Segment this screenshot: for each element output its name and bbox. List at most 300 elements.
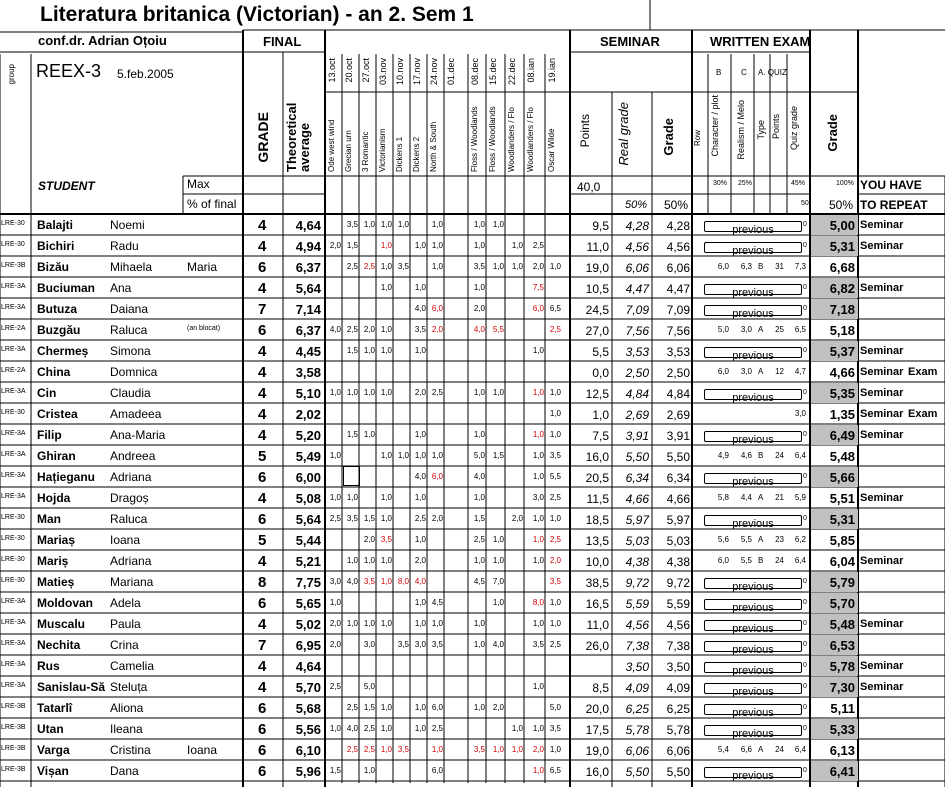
seminar-score-cell: 2,0 [549, 556, 561, 565]
seminar-score-cell: 6,5 [549, 766, 561, 775]
seminar-date-header: 20.oct [344, 58, 354, 83]
previous-marker: previous [704, 599, 802, 610]
quiz-points-header: Points [771, 114, 781, 140]
seminar-score-cell: 2,5 [549, 325, 561, 334]
selected-cell[interactable] [343, 466, 360, 486]
theoretical-average-cell: 7,75 [295, 575, 321, 590]
group-cell: LRE-30 [1, 577, 25, 584]
real-grade-cell: 3,50 [625, 660, 649, 674]
final-grade-cell: 6 [258, 322, 267, 339]
quiz-points-cell: 12 [775, 367, 784, 376]
final-grade-cell: 4 [258, 406, 267, 423]
first-name-cell: Raluca [110, 512, 148, 526]
group-cell: LRE-3A [1, 388, 26, 395]
group-cell: LRE-3B [1, 262, 26, 269]
seminar-score-cell: 1,5 [363, 703, 375, 712]
seminar-score-cell: 5,0 [473, 451, 485, 460]
type-header: Type [756, 120, 766, 140]
zero-cell: 0 [803, 473, 807, 480]
exam-grade-cell: 6,13 [829, 743, 855, 758]
seminar-score-cell: 1,0 [414, 535, 426, 544]
final-grade-cell: 6 [258, 700, 267, 717]
seminar-score-cell: 2,0 [414, 556, 426, 565]
seminar-score-cell: 3,5 [397, 262, 409, 271]
real-grade-cell: 3,53 [625, 345, 649, 359]
seminar-score-cell: 3,5 [532, 640, 544, 649]
group-label: group [7, 64, 16, 85]
quiz-grade-header: Quiz grade [789, 106, 799, 151]
group-cell: LRE-3A [1, 493, 26, 500]
seminar-score-cell: 2,5 [414, 514, 426, 523]
extra-name-cell: Maria [187, 260, 218, 274]
grade-column-header: GRADE [255, 112, 271, 163]
seminar-score-cell: 2,5 [532, 241, 544, 250]
quiz-points-cell: 25 [775, 325, 784, 334]
zero-cell: 0 [803, 578, 807, 585]
seminar-topic-header: Woodlanders / Flo [526, 107, 535, 172]
surname-cell: Utan [37, 722, 64, 736]
sheet-title: Literatura britanica (Victorian) - an 2. Sem 1 [40, 3, 474, 26]
seminar-score-cell: 1,5 [346, 430, 358, 439]
exam-grade-cell: 5,11 [830, 701, 855, 716]
seminar-score-cell: 1,0 [414, 724, 426, 733]
realism-melo-header: Realism / Melo [736, 100, 746, 160]
seminar-score-cell: 3,5 [380, 535, 392, 544]
seminar-score-cell: 1,0 [380, 451, 392, 460]
seminar-score-cell: 1,0 [532, 472, 544, 481]
points-cell: 26,0 [585, 639, 609, 653]
repeat-seminar-cell: Seminar [860, 282, 904, 294]
theoretical-average-header: Theoretical average [284, 102, 312, 172]
seminar-score-cell: 1,0 [346, 388, 358, 397]
seminar-grade-cell: 4,66 [666, 492, 690, 506]
real-grade-cell: 4,56 [625, 240, 649, 254]
seminar-score-cell: 4,0 [346, 577, 358, 586]
theoretical-average-cell: 5,02 [295, 617, 321, 632]
real-grade-cell: 5,97 [625, 513, 649, 527]
previous-marker: previous [704, 662, 802, 673]
group-cell: LRE-3A [1, 661, 26, 668]
written-exam-label: WRITTEN EXAM [710, 34, 811, 49]
seminar-score-cell: 1,0 [431, 451, 443, 460]
pct-final-label: % of final [187, 197, 237, 211]
seminar-score-cell: 1,0 [532, 682, 544, 691]
seminar-score-cell: 1,0 [414, 241, 426, 250]
group-cell: LRE-3A [1, 598, 26, 605]
seminar-score-cell: 1,0 [380, 724, 392, 733]
seminar-date-header: 27.oct [361, 58, 371, 83]
first-name-cell: Steluța [110, 680, 148, 694]
theoretical-average-cell: 5,68 [295, 701, 321, 716]
seminar-score-cell: 1,0 [380, 283, 392, 292]
group-cell: LRE-2A [1, 325, 26, 332]
seminar-score-cell: 2,0 [414, 388, 426, 397]
real-grade-cell: 2,50 [625, 366, 649, 380]
seminar-score-cell: 1,5 [329, 766, 341, 775]
seminar-score-cell: 7,0 [492, 577, 504, 586]
points-cell: 16,0 [585, 765, 609, 779]
exam-grade-cell: 5,48 [829, 449, 855, 464]
first-name-cell: Ana [110, 281, 132, 295]
seminar-score-cell: 4,0 [329, 325, 341, 334]
seminar-score-cell: 1,0 [492, 745, 504, 754]
seminar-score-cell: 6,0 [431, 304, 443, 313]
previous-marker: previous [704, 473, 802, 484]
real-grade-cell: 4,66 [625, 492, 649, 506]
seminar-score-cell: 2,5 [431, 724, 443, 733]
zero-cell: 0 [803, 599, 807, 606]
theoretical-average-cell: 3,58 [295, 365, 321, 380]
previous-marker: previous [704, 431, 802, 442]
quiz-grade-pct: 45% [791, 180, 806, 187]
seminar-section-label: SEMINAR [600, 34, 660, 49]
seminar-grade-cell: 6,25 [666, 702, 690, 716]
seminar-score-cell: 2,0 [329, 640, 341, 649]
seminar-score-cell: 2,0 [363, 325, 375, 334]
seminar-grade-cell: 7,56 [666, 324, 690, 338]
seminar-score-cell: 1,0 [549, 598, 561, 607]
theoretical-average-cell: 5,44 [295, 533, 321, 548]
seminar-score-cell: 3,5 [549, 724, 561, 733]
previous-marker: previous [704, 221, 802, 232]
seminar-date-header: 19.ian [547, 58, 557, 83]
seminar-score-cell: 1,0 [414, 283, 426, 292]
points-cell: 1,0 [592, 408, 609, 422]
final-grade-cell: 6 [258, 259, 267, 276]
seminar-topic-header: 3 Romantic [361, 131, 370, 172]
repeat-seminar-cell: Seminar [860, 660, 904, 672]
surname-cell: Matieș [37, 575, 75, 589]
seminar-score-cell: 1,0 [329, 598, 341, 607]
seminar-score-cell: 1,0 [511, 724, 523, 733]
seminar-score-cell: 1,0 [380, 577, 392, 586]
zero-cell: 0 [803, 305, 807, 312]
zero-cell: 0 [803, 389, 807, 396]
first-name-cell: Paula [110, 617, 141, 631]
theoretical-average-cell: 5,49 [295, 449, 321, 464]
seminar-score-cell: 2,0 [431, 325, 443, 334]
quiz-points-cell: 23 [775, 535, 784, 544]
final-grade-cell: 4 [258, 217, 267, 234]
previous-marker: previous [704, 515, 802, 526]
seminar-grade-cell: 3,50 [666, 660, 690, 674]
seminar-score-cell: 2,0 [329, 241, 341, 250]
exam-grade-cell: 7,30 [829, 680, 855, 695]
real-grade-cell: 6,34 [625, 471, 649, 485]
surname-cell: Moldovan [37, 596, 93, 610]
seminar-score-cell: 2,0 [532, 745, 544, 754]
surname-cell: Bichiri [37, 239, 75, 253]
seminar-score-cell: 4,5 [473, 577, 485, 586]
surname-cell: Muscalu [37, 617, 86, 631]
real-grade-cell: 6,25 [625, 702, 649, 716]
seminar-score-cell: 1,0 [492, 220, 504, 229]
real-grade-cell: 7,09 [625, 303, 649, 317]
seminar-grade-header: Grade [661, 118, 676, 156]
realism-cell: 4,4 [740, 493, 752, 502]
repeat-seminar-cell: Seminar [860, 618, 904, 630]
exam-grade-cell: 6,68 [829, 260, 855, 275]
points-cell: 11,0 [586, 240, 609, 254]
seminar-score-cell: 3,0 [532, 493, 544, 502]
seminar-score-cell: 1,0 [549, 619, 561, 628]
type-cell: B [758, 451, 764, 460]
seminar-score-cell: 3,5 [346, 514, 358, 523]
real-grade-cell: 4,28 [625, 219, 649, 233]
group-cell: LRE-3A [1, 283, 26, 290]
final-grade-cell: 6 [258, 469, 267, 486]
final-grade-cell: 6 [258, 742, 267, 759]
seminar-score-cell: 1,0 [532, 619, 544, 628]
quiz-grade-weight: 50 [801, 200, 809, 207]
surname-cell: Rus [37, 659, 60, 673]
points-cell: 0,0 [592, 366, 609, 380]
previous-marker: previous [704, 284, 802, 295]
realism-cell: 5,5 [740, 556, 752, 565]
points-cell: 18,5 [585, 513, 609, 527]
group-cell: LRE-30 [1, 514, 25, 521]
seminar-score-cell: 1,0 [363, 556, 375, 565]
first-name-cell: Domnica [110, 365, 158, 379]
points-cell: 11,0 [586, 618, 609, 632]
exam-grade-cell: 4,66 [829, 365, 855, 380]
type-cell: A [758, 367, 764, 376]
seminar-grade-cell: 4,09 [666, 681, 690, 695]
seminar-score-cell: 2,5 [549, 640, 561, 649]
seminar-score-cell: 1,0 [431, 220, 443, 229]
seminar-score-cell: 1,0 [511, 745, 523, 754]
final-grade-cell: 4 [258, 658, 267, 675]
final-section-label: FINAL [263, 34, 302, 49]
repeat-seminar-cell: Seminar [860, 345, 904, 357]
seminar-score-cell: 4,0 [473, 472, 485, 481]
previous-marker: previous [704, 704, 802, 715]
real-grade-cell: 3,91 [625, 429, 649, 443]
final-grade-cell: 6 [258, 511, 267, 528]
quiz-grade-cell: 6,2 [794, 535, 806, 544]
seminar-score-cell: 1,0 [549, 388, 561, 397]
real-grade-cell: 6,06 [625, 744, 649, 758]
surname-cell: Butuza [37, 302, 77, 316]
seminar-date-header: 03.nov [378, 58, 388, 86]
zero-cell: 0 [803, 641, 807, 648]
seminar-topic-header: Victorianism [378, 128, 387, 172]
theoretical-average-cell: 5,21 [295, 554, 321, 569]
seminar-score-cell: 3,5 [397, 745, 409, 754]
first-name-cell: Adriana [110, 470, 152, 484]
exam-grade-cell: 5,79 [829, 575, 855, 590]
character-cell: 5,8 [717, 493, 729, 502]
points-cell: 10,0 [585, 555, 609, 569]
character-cell: 5,0 [717, 325, 729, 334]
surname-cell: Mariaș [37, 533, 76, 547]
seminar-score-cell: 2,0 [473, 304, 485, 313]
seminar-score-cell: 1,0 [380, 325, 392, 334]
seminar-score-cell: 1,0 [511, 262, 523, 271]
exam-grade-cell: 5,48 [829, 617, 855, 632]
surname-cell: Tatarlî [37, 701, 73, 715]
group-cell: LRE-3A [1, 451, 26, 458]
seminar-grade-cell: 4,47 [666, 282, 690, 296]
theoretical-average-cell: 6,95 [295, 638, 321, 653]
seminar-score-cell: 1,0 [346, 619, 358, 628]
previous-marker: previous [704, 620, 802, 631]
seminar-score-cell: 1,0 [329, 493, 341, 502]
seminar-score-cell: 2,5 [549, 493, 561, 502]
seminar-score-cell: 1,0 [532, 346, 544, 355]
seminar-grade-cell: 5,03 [666, 534, 690, 548]
seminar-score-cell: 2,0 [511, 514, 523, 523]
exam-grade-cell: 5,33 [829, 722, 855, 737]
seminar-score-cell: 8,0 [532, 598, 544, 607]
seminar-score-cell: 3,0 [329, 577, 341, 586]
group-cell: LRE-3A [1, 682, 26, 689]
final-grade-cell: 5 [258, 532, 267, 549]
quiz-grade-cell: 7,3 [794, 262, 806, 271]
repeat-seminar-cell: Seminar [860, 240, 904, 252]
previous-marker: previous [704, 389, 802, 400]
seminar-score-cell: 2,5 [363, 724, 375, 733]
surname-cell: Ghiran [37, 449, 76, 463]
seminar-score-cell: 1,0 [380, 556, 392, 565]
previous-marker: previous [704, 242, 802, 253]
first-name-cell: Amadeea [110, 407, 162, 421]
points-cell: 19,0 [585, 744, 609, 758]
exam-grade-cell: 5,31 [829, 239, 855, 254]
first-name-cell: Claudia [110, 386, 151, 400]
seminar-score-cell: 2,5 [329, 682, 341, 691]
realism-cell: 3,0 [740, 367, 752, 376]
seminar-score-cell: 1,0 [414, 346, 426, 355]
seminar-score-cell: 1,0 [532, 535, 544, 544]
exam-grade-cell: 5,70 [829, 596, 855, 611]
surname-cell: Mariș [37, 554, 69, 568]
surname-cell: Nechita [37, 638, 81, 652]
real-grade-cell: 4,56 [625, 618, 649, 632]
character-pct: 30% [713, 180, 728, 187]
seminar-score-cell: 1,0 [414, 703, 426, 712]
points-cell: 7,5 [592, 429, 609, 443]
type-cell: A [758, 745, 764, 754]
surname-cell: Filip [37, 428, 62, 442]
seminar-score-cell: 1,0 [414, 619, 426, 628]
theoretical-average-cell: 5,08 [295, 491, 321, 506]
seminar-score-cell: 4,0 [492, 640, 504, 649]
seminar-topic-header: Ode west wind [327, 119, 336, 172]
theoretical-average-cell: 2,02 [295, 407, 321, 422]
seminar-score-cell: 4,0 [414, 577, 426, 586]
quiz-grade-cell: 6,5 [794, 325, 806, 334]
seminar-topic-header: Woodlanders / Flo [507, 107, 516, 172]
seminar-score-cell: 2,0 [363, 535, 375, 544]
seminar-score-cell: 1,0 [473, 388, 485, 397]
seminar-score-cell: 1,0 [380, 220, 392, 229]
points-cell: 17,5 [585, 723, 609, 737]
seminar-score-cell: 1,0 [346, 493, 358, 502]
seminar-score-cell: 1,0 [363, 766, 375, 775]
group-cell: LRE-3A [1, 430, 26, 437]
seminar-score-cell: 1,0 [549, 745, 561, 754]
points-cell: 24,5 [585, 303, 609, 317]
group-cell: LRE-30 [1, 220, 25, 227]
seminar-date-header: 08.ian [526, 58, 536, 83]
seminar-score-cell: 3,5 [363, 577, 375, 586]
type-cell: A [758, 325, 764, 334]
previous-marker: previous [704, 683, 802, 694]
repeat-exam-cell: Exam [908, 366, 938, 378]
real-grade-cell: 7,38 [625, 639, 649, 653]
surname-cell: Hojda [37, 491, 71, 505]
first-name-cell: Camelia [110, 659, 155, 673]
previous-marker: previous [704, 347, 802, 358]
seminar-grade-cell: 4,38 [666, 555, 690, 569]
seminar-score-cell: 4,0 [414, 304, 426, 313]
seminar-date-header: 22.dec [507, 58, 517, 86]
realism-pct: 25% [738, 180, 753, 187]
seminar-score-cell: 3,5 [549, 451, 561, 460]
seminar-score-cell: 2,0 [532, 262, 544, 271]
type-cell: B [758, 262, 764, 271]
real-grade-cell: 2,69 [625, 408, 649, 422]
quiz-grade-cell: 3,0 [794, 409, 806, 418]
type-cell: B [758, 556, 764, 565]
zero-cell: 0 [803, 683, 807, 690]
seminar-score-cell: 1,0 [532, 514, 544, 523]
realism-cell: 6,3 [740, 262, 752, 271]
class-code: REEX-3 [36, 61, 102, 81]
seminar-grade-cell: 6,06 [666, 744, 690, 758]
zero-cell: 0 [803, 767, 807, 774]
seminar-grade-cell: 4,56 [666, 240, 690, 254]
seminar-date-header: 15.dec [488, 58, 498, 86]
quiz-grade-cell: 6,4 [794, 556, 806, 565]
seminar-score-cell: 1,0 [473, 283, 485, 292]
seminar-grade-cell: 2,50 [666, 366, 690, 380]
points-cell: 27,0 [585, 324, 609, 338]
seminar-grade-cell: 5,50 [666, 450, 690, 464]
seminar-date-header: 13.oct [327, 58, 337, 83]
seminar-score-cell: 1,0 [380, 346, 392, 355]
real-grade-cell: 4,09 [625, 681, 649, 695]
final-grade-cell: 7 [258, 637, 267, 654]
seminar-date-header: 17.nov [412, 58, 422, 86]
seminar-score-cell: 1,0 [363, 220, 375, 229]
seminar-score-cell: 1,0 [414, 451, 426, 460]
first-name-cell: Ileana [110, 722, 143, 736]
theoretical-average-cell: 5,64 [295, 281, 321, 296]
surname-cell: Buciuman [37, 281, 96, 295]
seminar-score-cell: 5,5 [492, 325, 504, 334]
seminar-score-cell: 1,0 [492, 598, 504, 607]
seminar-score-cell: 2,5 [473, 535, 485, 544]
row-header: Row [693, 130, 702, 147]
final-grade-cell: 6 [258, 763, 267, 780]
seminar-score-cell: 1,0 [380, 514, 392, 523]
surname-cell: Cin [37, 386, 57, 400]
seminar-score-cell: 1,0 [511, 241, 523, 250]
seminar-score-cell: 3,0 [414, 640, 426, 649]
final-grade-cell: 6 [258, 721, 267, 738]
final-grade-cell: 4 [258, 553, 267, 570]
repeat-seminar-cell: Seminar [860, 492, 904, 504]
seminar-score-cell: 1,0 [549, 514, 561, 523]
first-name-cell: Mihaela [110, 260, 153, 274]
seminar-grade-cell: 4,28 [666, 219, 690, 233]
seminar-score-cell: 2,5 [346, 325, 358, 334]
surname-cell: Sanislau-Să [37, 680, 106, 694]
first-name-cell: Daiana [110, 302, 149, 316]
points-cell: 38,5 [585, 576, 609, 590]
